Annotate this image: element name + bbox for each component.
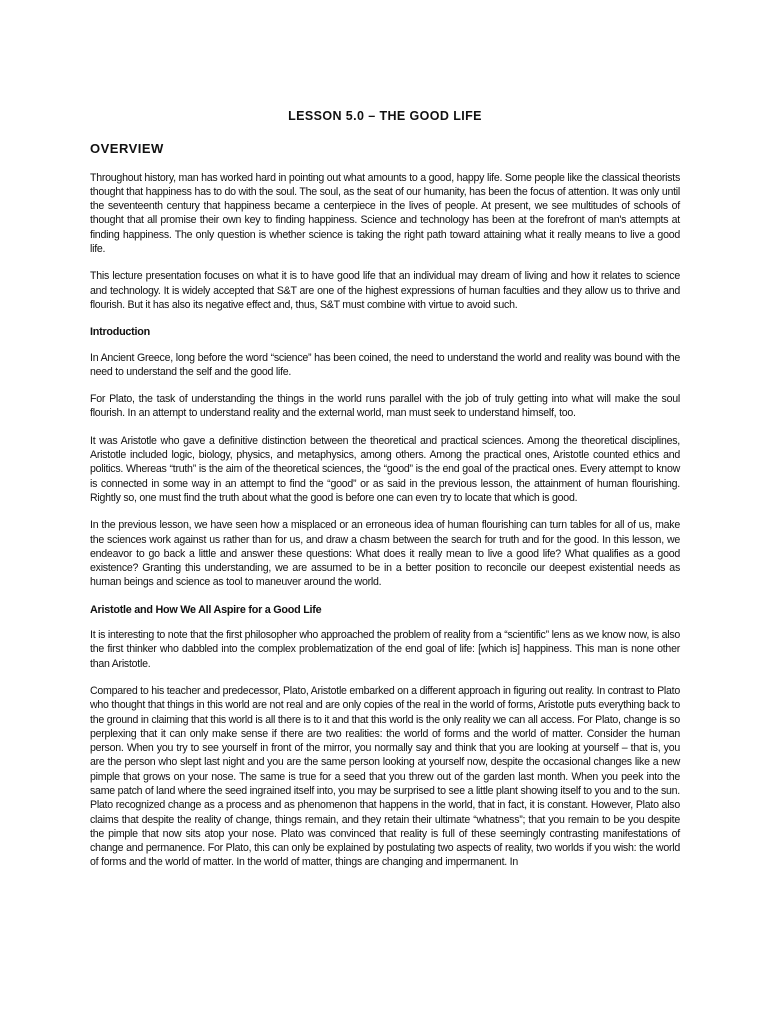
introduction-heading: Introduction [90, 326, 150, 339]
introduction-paragraph-2: For Plato, the task of understanding the things in the world runs parallel with the job of truly getting into what will make the soul flourish. In an attempt to understand reality and the external world, man must seek to understand himself, too. [90, 393, 680, 420]
overview-paragraph-2: This lecture presentation focuses on what it is to have good life that an individual may dream of living and how it relates to science and technology. It is widely accepted that S&T are one of the highest expressions of human faculties and they allow us to thrive and flourish. But it has also its negative effect and, thus, S&T must combine with virtue to avoid such. [90, 270, 680, 311]
aristotle-paragraph-2: Compared to his teacher and predecessor, Plato, Aristotle embarked on a different approach in figuring out reality. In contrast to Plato who thought that things in this world are not real and are only copies of the real in the world of forms, Aristotle puts everything back to the ground in claiming that this world is all there is to it and that this world is the only reality we can all access. For Plato, change is so perplexing that it can only make sense if there are two realities: the world of forms and the world of matter. Consider the human person. When you try to see yourself in front of the mirror, you normally say and think that you are looking at yourself – that is, you are the person who slept last night and you are the same person looking at yourself now, despite the occasional changes like a new pimple that grows on your nose. The same is true for a seed that you threw out of the garden last month. When you peek into the same patch of land where the seed ingrained itself into, you may be surprised to see a little plant showing itself to you and to the sun. Plato recognized change as a process and as phenomenon that happens in the world, that in fact, it is constant. However, Plato also claims that despite the reality of change, things remain, and they retain their ultimate “whatness”; that you remain to be you despite the pimple that now sits atop your nose. Plato was convinced that reality is full of these seemingly contrasting manifestations of change and permanence. For Plato, this can only be explained by postulating two aspects of reality, two worlds if you wish: the world of forms and the world of matter. In the world of matter, things are changing and impermanent. In [90, 684, 680, 869]
document-body [90, 109, 680, 883]
aristotle-heading: Aristotle and How We All Aspire for a Good Life [90, 603, 322, 616]
overview-paragraph-1: Throughout history, man has worked hard in pointing out what amounts to a good, happy life. Some people like the classical theorists thought that happiness has to do with the soul. The soul, as the seat of our humanity, has been the focus of attention. It was only until the seventeenth century that happiness became a centerpiece in the lives of people. At present, we see multitudes of schools of thought that all promise their own key to finding happiness. Science and technology has been at the forefront of man's attempts at finding happiness. The only question is whether science is taking the right path toward attaining what it really means to live a good life. [90, 171, 680, 256]
introduction-paragraph-4: In the previous lesson, we have seen how a misplaced or an erroneous idea of human flourishing can turn tables for all of us, make the sciences work against us rather than for us, and draw a chasm between the search for truth and for the good. In this lesson, we endeavor to go back a little and answer these questions: What does it really mean to live a good life? What qualifies as a good existence? Granting this understanding, we are assumed to be in a better position to reconcile our deepest existential needs as human beings and science as tool to maneuver around the world. [90, 519, 680, 589]
introduction-paragraph-1: In Ancient Greece, long before the word “science” has been coined, the need to understand the world and reality was bound with the need to understand the self and the good life. [90, 351, 680, 378]
lesson-title: LESSON 5.0 – THE GOOD LIFE [288, 109, 482, 123]
aristotle-paragraph-1: It is interesting to note that the first philosopher who approached the problem of reality from a “scientific” lens as we know now, is also the first thinker who dabbled into the complex problematization of the end goal of life: [which is] happiness. This man is none other than Aristotle. [90, 629, 681, 670]
overview-heading: OVERVIEW [90, 141, 164, 157]
introduction-paragraph-3: It was Aristotle who gave a definitive distinction between the theoretical and practical sciences. Among the theoretical disciplines, Aristotle included logic, biology, physics, and metaphysics, among others. Among the practical ones, Aristotle counted ethics and politics. Whereas “truth” is the aim of the theoretical sciences, the “good” is the end goal of the practical ones. Every attempt to know is connected in some way in an attempt to find the “good” or as said in the previous lesson, the attainment of human flourishing. Rightly so, one must find the truth about what the good is before one can even try to locate that which is good. [90, 434, 680, 504]
